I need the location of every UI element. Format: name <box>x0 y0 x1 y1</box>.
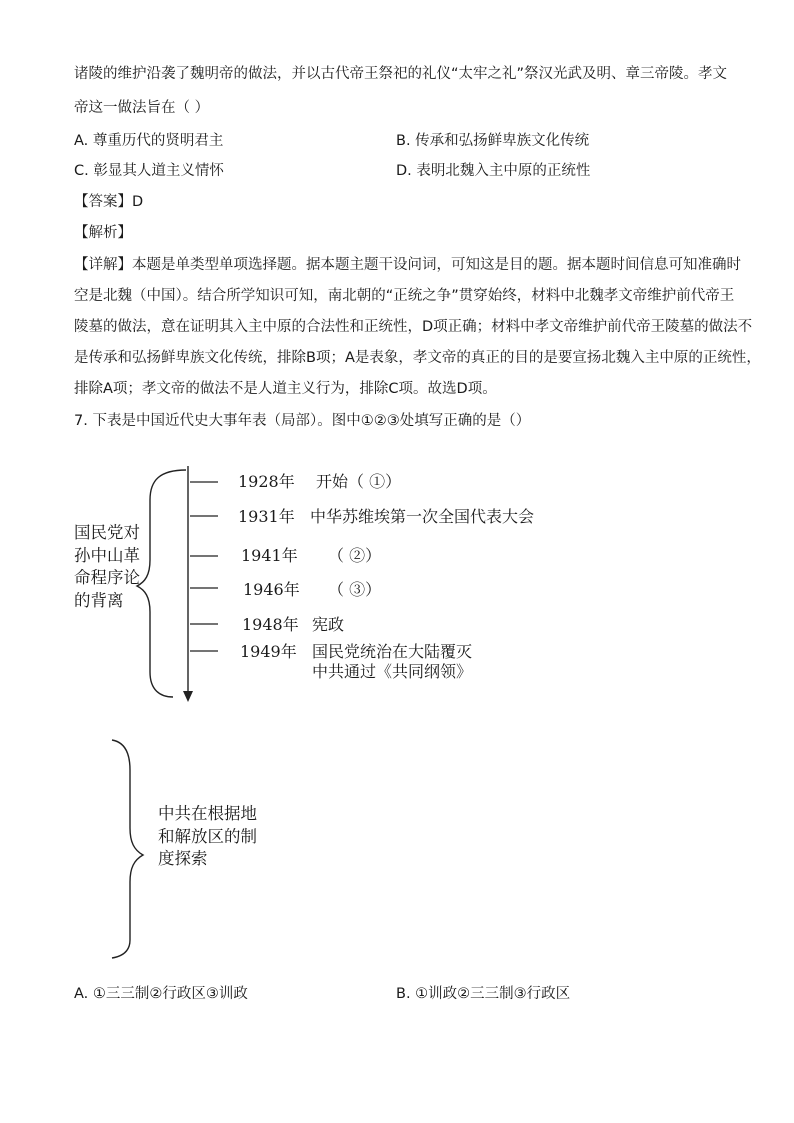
event-text: 宪政 <box>312 615 345 634</box>
q6-answer: 【答案】D <box>74 194 144 210</box>
q6-stem-line2: 帝这一做法旨在（ ） <box>74 100 210 116</box>
bottom-brace-label: 中共在根据地和解放区的制度探索 <box>158 804 257 868</box>
top-brace-label: 国民党对孙中山革命程序论的背离 <box>74 523 140 610</box>
q6-detail-line: 是传承和弘扬鲜卑族文化传统，排除B项；A是表象，孝文帝的真正的目的是要宣扬北魏入主中原的正统性， <box>74 350 761 366</box>
q7-option-a: A. ①三三制②行政区③训政 <box>74 986 248 1002</box>
q6-analysis-heading: 【解析】 <box>74 225 132 241</box>
event-text: 开始（ ①） <box>316 472 402 491</box>
q6-option-c: C. 彰显其人道主义情怀 <box>74 163 224 179</box>
event-text: 国民党统治在大陆覆灭 <box>312 642 473 661</box>
q7-option-b: B. ①训政②三三制③行政区 <box>396 986 571 1002</box>
timeline-arrowhead <box>183 691 193 702</box>
q6-detail-line: 陵墓的做法，意在证明其入主中原的合法性和正统性，D项正确；材料中孝文帝维护前代帝王陵墓的做法不 <box>74 319 753 335</box>
q6-option-d: D. 表明北魏入主中原的正统性 <box>396 163 591 179</box>
q7-stem: 7. 下表是中国近代史大事年表（局部）。图中①②③处填写正确的是（） <box>74 413 531 429</box>
bottom-brace <box>112 740 143 958</box>
event-year: 1946年 <box>243 580 300 599</box>
event-year: 1948年 <box>242 615 299 634</box>
event-year: 1949年 <box>240 642 297 661</box>
event-text-extra: 中共通过《共同纲领》 <box>312 662 473 681</box>
q6-detail-line: 排除A项；孝文帝的做法不是人道主义行为，排除C项。故选D项。 <box>74 381 497 397</box>
event-text: （ ②） <box>328 546 382 565</box>
q6-option-b: B. 传承和弘扬鲜卑族文化传统 <box>396 133 590 149</box>
event-year: 1931年 <box>238 507 295 526</box>
event-text: 中华苏维埃第一次全国代表大会 <box>310 507 535 526</box>
q6-stem-line1: 诸陵的维护沿袭了魏明帝的做法，并以古代帝王祭祀的礼仪“太牢之礼”祭汉光武及明、章三帝陵。孝文 <box>74 66 728 82</box>
event-text: （ ③） <box>328 580 382 599</box>
q6-detail-line: 【详解】本题是单类型单项选择题。据本题主题干设问词，可知这是目的题。据本题时间信息可知准确时 <box>74 257 741 273</box>
event-year: 1928年 <box>238 472 295 491</box>
q6-option-a: A. 尊重历代的贤明君主 <box>74 133 224 149</box>
q6-detail-line: 空是北魏（中国）。结合所学知识可知，南北朝的“正统之争”贯穿始终，材料中北魏孝文帝维护前代帝王 <box>74 288 735 304</box>
event-year: 1941年 <box>241 546 298 565</box>
